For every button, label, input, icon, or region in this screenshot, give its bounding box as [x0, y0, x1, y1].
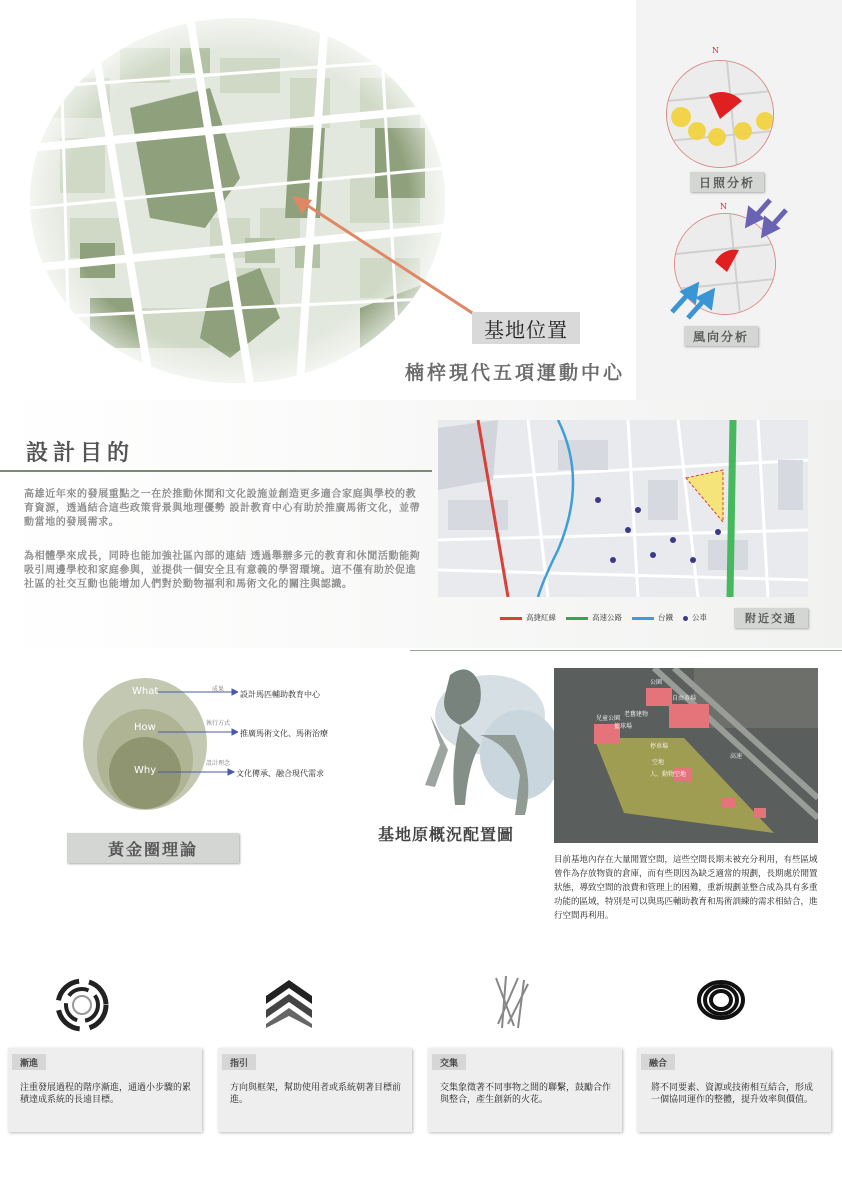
concept-card-guide — [218, 1048, 412, 1132]
photo-label: 籃球場 — [614, 723, 633, 730]
nearby-transport-label: 附近交通 — [734, 608, 808, 628]
legend-item-highway: 高速公路 — [566, 612, 622, 623]
golden-how-text: 推廣馬術文化、馬術治療 — [240, 729, 328, 738]
heading-divider — [0, 470, 432, 472]
design-paragraph-1: 高雄近年來的發展重點之一在於推動休閒和文化設施並創造更多適合家庭與學校的教育資源，透過結合這些政策背景與地理優勢 設計教育中心有助於推廣馬術文化，並帶動當地的發展需求。 — [24, 489, 421, 528]
photo-label: 自由市場 — [672, 695, 697, 702]
sun-analysis-diagram — [666, 60, 774, 168]
concept-card-intersection — [428, 1048, 622, 1132]
design-purpose-heading: 設計目的 — [26, 440, 135, 466]
photo-label: 老舊建物 — [624, 711, 649, 718]
wind-arrows-southwest-icon — [668, 278, 718, 320]
golden-why: Why — [134, 765, 157, 776]
photo-label: 人、動物空地 — [650, 771, 687, 778]
guide-chevron-icon — [264, 978, 314, 1028]
golden-what-tag: 成果 — [212, 686, 225, 693]
card-text: 將不同要素、資源或技術相互結合，形成一個協同運作的整體，提升效率與價值。 — [651, 1083, 814, 1105]
photo-label: 高速 — [730, 753, 743, 760]
north-marker-wind: N — [720, 202, 727, 211]
card-title: 融合 — [641, 1054, 675, 1070]
project-title: 楠梓現代五項運動中心 — [405, 362, 626, 384]
golden-what: What — [132, 686, 159, 697]
card-title: 指引 — [222, 1054, 256, 1070]
photo-label: 公園 — [650, 679, 663, 686]
design-paragraph-2: 為相體學來成長，同時也能加強社區內部的連結 透過舉辦多元的教育和休閒活動能夠吸引周邊學校和家庭參與，並提供一個安全且有意義的學習環境。這不僅有助於促進社區的社交互動也能增加人們對於動物福利和馬術文化的關注與認識。 — [24, 551, 421, 590]
photo-label: 空地 — [652, 759, 665, 766]
fusion-knot-icon — [693, 974, 749, 1026]
sun-analysis-label: 日照分析 — [690, 172, 764, 192]
photo-label: 停車場 — [650, 743, 669, 750]
transport-legend — [500, 612, 707, 623]
gradual-rings-icon — [53, 976, 111, 1034]
photo-label: 兒童公園 — [596, 715, 621, 722]
wind-arrows-northeast-icon — [740, 196, 790, 242]
transport-map — [438, 420, 808, 597]
wind-analysis-label: 風向分析 — [684, 326, 758, 346]
section-divider — [410, 650, 842, 651]
golden-pointer-lines — [158, 684, 238, 784]
golden-why-tag: 設計理念 — [206, 760, 231, 767]
card-text: 方向與框架，幫助使用者或系統朝著目標前進。 — [230, 1083, 402, 1105]
card-title: 交集 — [432, 1054, 466, 1070]
north-marker: N — [712, 46, 719, 55]
concept-card-gradual — [8, 1048, 202, 1132]
site-location-label: 基地位置 — [472, 312, 580, 344]
legend-item-bus: 公車 — [683, 612, 707, 623]
golden-how: How — [134, 722, 156, 733]
legend-item-red-line: 高捷紅線 — [500, 612, 556, 623]
golden-why-text: 文化傳承、融合現代需求 — [236, 769, 324, 778]
site-aerial-photo — [554, 668, 818, 843]
site-layout-title: 基地原概況配置圖 — [378, 825, 515, 844]
horse-ink-illustration — [420, 655, 560, 830]
card-text: 交集象徵著不同事物之間的聯繫，鼓勵合作與整合，產生創新的火花。 — [440, 1083, 612, 1105]
golden-circle-label: 黃金圈理論 — [67, 833, 239, 863]
site-description: 目前基地內存在大量閒置空間，這些空間長期未被充分利用，有些區域曾作為存放物資的倉庫，而有些則因為缺乏適當的規劃，長期處於閒置狀態，導致空間的浪費和管理上的困難，重新規劃並整合成為具有多重功能的區域，特別是可以與馬匹輔助教育和馬術訓練的需求相結合，進行空間再利用。 — [554, 855, 818, 921]
site-pointer-arrow — [280, 190, 500, 330]
golden-how-tag: 執行方式 — [206, 720, 231, 727]
intersection-lines-icon — [488, 974, 534, 1030]
golden-what-text: 設計馬匹輔助教育中心 — [240, 690, 320, 699]
concept-card-fusion — [637, 1048, 831, 1132]
card-text: 注重發展過程的階序漸進，通過小步驟的累積達成系統的長遠目標。 — [20, 1083, 192, 1105]
legend-item-railway: 台鐵 — [632, 612, 673, 623]
card-title: 漸進 — [12, 1054, 46, 1070]
